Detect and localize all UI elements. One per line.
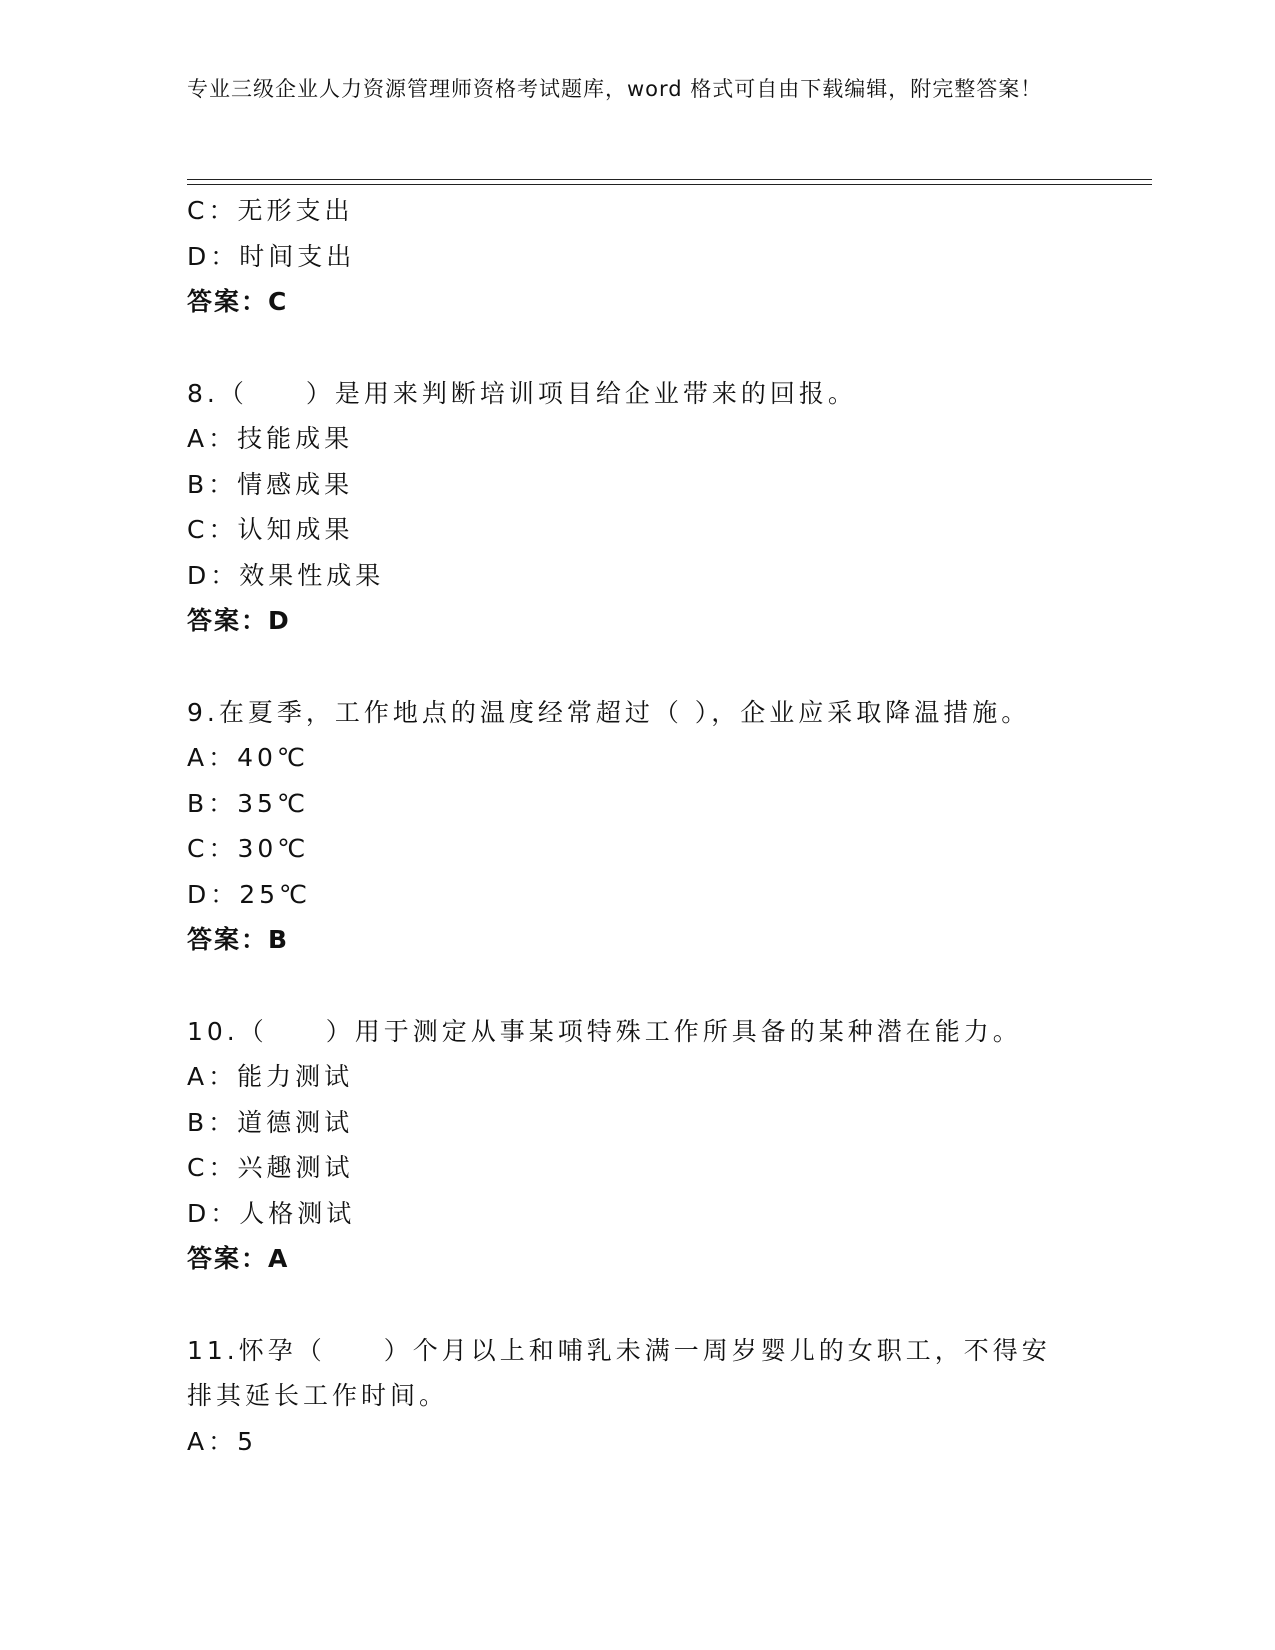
question-text: 9.在夏季，工作地点的温度经常超过（ ），企业应采取降温措施。 xyxy=(187,697,1031,727)
question-block xyxy=(187,1009,1087,1282)
option-b: B：35℃ xyxy=(187,788,310,818)
option-d: D：25℃ xyxy=(187,879,312,909)
option-a: A：能力测试 xyxy=(187,1062,354,1091)
answer-line: 答案：B xyxy=(187,925,290,954)
answer-line: 答案：A xyxy=(187,1244,290,1273)
question-text: 11.怀孕（ ）个月以上和哺乳未满一周岁婴儿的女职工，不得安排其延长工作时间。 xyxy=(187,1335,1051,1410)
option-a: A：技能成果 xyxy=(187,424,354,453)
question-text: 10.（ ）用于测定从事某项特殊工作所具备的某种潜在能力。 xyxy=(187,1016,1022,1046)
option-a: A：5 xyxy=(187,1426,258,1456)
option-d: D：效果性成果 xyxy=(187,560,385,590)
header-rule-bottom xyxy=(187,184,1152,185)
option-c: C：无形支出 xyxy=(187,196,354,225)
header-rule-top xyxy=(187,179,1152,180)
option-c: C：30℃ xyxy=(187,834,310,863)
question-block xyxy=(187,690,1087,963)
option-c: C：兴趣测试 xyxy=(187,1153,354,1182)
question-content xyxy=(187,188,1087,1464)
option-d: D：人格测试 xyxy=(187,1198,356,1228)
answer-line: 答案：D xyxy=(187,606,291,635)
option-c: C：认知成果 xyxy=(187,515,354,544)
question-text: 8.（ ）是用来判断培训项目给企业带来的回报。 xyxy=(187,378,857,408)
option-b: B：道德测试 xyxy=(187,1107,354,1137)
option-d: D：时间支出 xyxy=(187,241,356,271)
option-b: B：情感成果 xyxy=(187,469,354,499)
question-block xyxy=(187,188,1087,325)
answer-line: 答案：C xyxy=(187,287,289,316)
question-block xyxy=(187,371,1087,644)
option-a: A：40℃ xyxy=(187,743,309,772)
page-header: 专业三级企业人力资源管理师资格考试题库，word 格式可自由下载编辑，附完整答案！ xyxy=(187,77,1043,101)
question-block xyxy=(187,1328,1087,1465)
